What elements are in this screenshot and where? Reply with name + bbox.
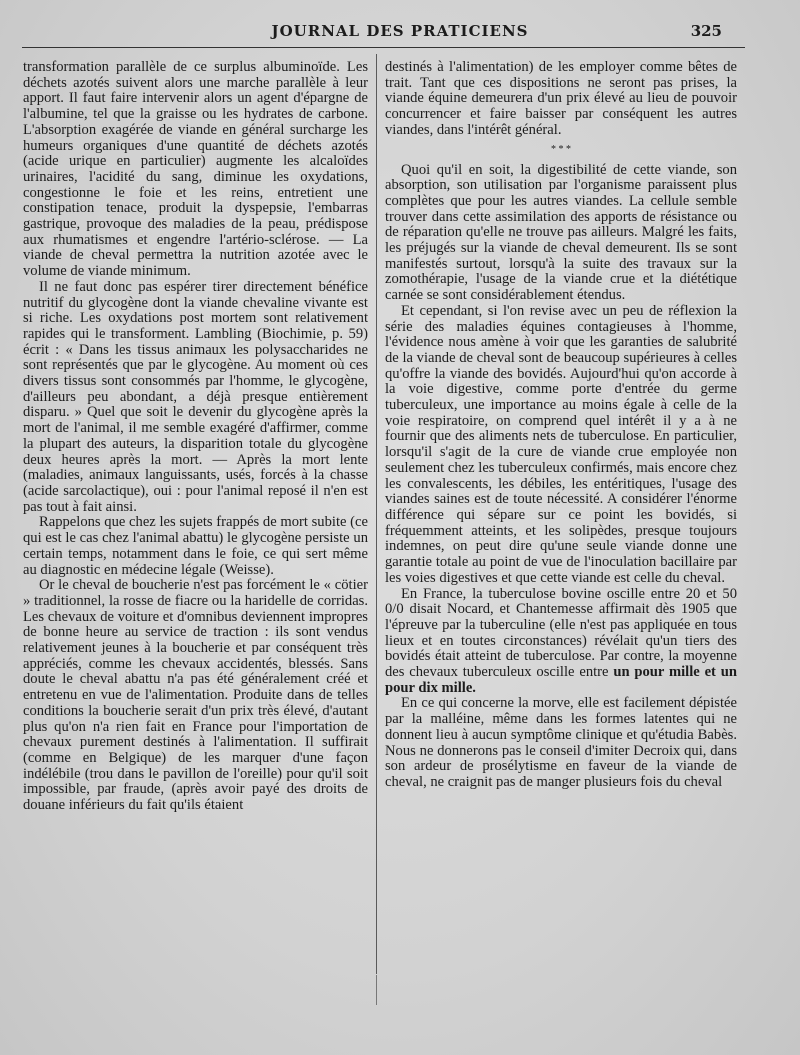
paragraph: Il ne faut donc pas espérer tirer directement bénéfice nutritif du glycogène dont la viande chevaline vivante est si riche. Les oxydations post mortem sont relativement rapides qui le transforment. Lambling (Biochimie, p. 59) écrit : « Dans les tissus animaux les polysaccharides ne sont représentés que par le glycogène. Au moment où ces divers tissus sont consommés par l'homme, le glycogène, d'ailleurs peu abondant, a déjà presque entièrement disparu. » Quel que soit le devenir du glycogène après la mort de l'animal, il me semble exagéré d'affirmer, comme la plupart des auteurs, la disparition totale du glycogène deux heures après la mort. — Après la mort lente (maladies, animaux languissants, usés, forcés à la chasse (acide sarcolactique), oui : pour l'animal reposé il n'en est pas tout à fait ainsi. [23, 278, 368, 515]
bottom-divider-mark [376, 975, 377, 1005]
paragraph: destinés à l'alimentation) de les employer comme bêtes de trait. Tant que ces dispositions ne seront pas prises, la viande équine demeurera d'un prix élevé au lieu de pouvoir concurrencer et faire baisser par conséquent les autres viandes, dans l'intérêt général. [385, 59, 737, 138]
paragraph: Or le cheval de boucherie n'est pas forcément le « cötier » traditionnel, la rosse de fiacre ou la haridelle de corridas. Les chevaux de voiture et d'omnibus deviennent impropres de bonne heure au service de traction : ils sont vendus relativement jeunes à la boucherie et par conséquent très appréciés, comme les chevaux accidentés, blessés. Sans doute le cheval abattu n'a pas été généralement créé et entretenu en vue de l'alimentation. Produite dans de telles conditions la boucherie serait d'un prix très élevé, d'autant plus qu'on n'a rien fait en France pour l'importation de chevaux purement destinés à l'alimentation. Il suffirait (comme en Belgique) de les marquer d'une façon indélébile (trou dans le pavillon de l'oreille) pour qu'il soit impossible, par fraude, (après avoir payé des droits de douane inférieurs du fait qu'ils étaient [23, 577, 368, 814]
left-column [23, 60, 368, 814]
paragraph [385, 587, 737, 697]
page-number: 325 [690, 22, 722, 40]
paragraph: Rappelons que chez les sujets frappés de mort subite (ce qui est le cas chez l'animal abattu) le glycogène persiste un certain temps, notamment dans le foie, ce qui sert même au diagnostic en médecine légale (Weisse). [23, 514, 368, 578]
paragraph-text: En France, la tuberculose bovine oscille entre 20 et 50 0/0 disait Nocard, et Chantemesse affirmait dès 1905 que l'épreuve par la tuberculine (elle n'est pas appliquée en tous lieux et en toutes circonstances) révélait qu'un tiers des bovidés était atteint de tuberculose. Par contre, la moyenne des chevaux tuberculeux oscille entre [385, 585, 737, 681]
journal-title: JOURNAL DES PRATICIENS [271, 22, 529, 40]
right-column [385, 60, 737, 791]
section-break-asterism: * * * [551, 143, 571, 155]
bold-emphasis: un pour mille et un pour dix mille. [385, 664, 737, 696]
running-header [0, 22, 800, 44]
paragraph: Quoi qu'il en soit, la digestibilité de cette viande, son absorption, son utilisation par l'organisme paraissent plus complètes que pour les autres viandes. La cellule semble trouver dans cette assimilation des apports de résistance ou de réparation qu'elle ne trouve pas ailleurs. Malgré les faits, les préjugés sur la viande de cheval demeurent. Ils se sont manifestés surtout, lorsqu'à la suite des travaux sur la zomothérapie, l'usage de la viande crue et la diététique carnée se sont considérablement étendus. [385, 161, 737, 304]
column-divider [376, 54, 377, 974]
header-rule [22, 47, 745, 48]
paragraph: transformation parallèle de ce surplus albuminoïde. Les déchets azotés suivent alors une marche parallèle à leur apport. Il faut faire intervenir alors un agent d'épargne de l'albumine, tel que la graisse ou les hydrates de carbone. L'absorption exagérée de viande en général surcharge les humeurs organiques d'une quantité de déchets azotés (acide urique en particulier) augmente les alcaloïdes urinaires, l'acidité du sang, diminue les oxydations, congestionne le foie et les reins, entretient une constipation tenace, produit la dyspepsie, l'embarras gastrique, provoque des maladies de la peau, prédispose aux rhumatismes et engendre l'artério-sclérose. — La viande de cheval permettra la nutrition azotée avec le volume de viande minimum. [23, 59, 368, 280]
paragraph: En ce qui concerne la morve, elle est facilement dépistée par la malléine, même dans les formes latentes qui ne donnent lieu à aucun symptôme clinique et qu'étudia Babès. Nous ne donnerons pas le conseil d'imiter Decroix qui, dans son ardeur de prosélytisme en faveur de la viande de cheval, ne craignit pas de manger plusieurs fois du cheval [385, 695, 737, 790]
paragraph: Et cependant, si l'on revise avec un peu de réflexion la série des maladies équines contagieuses à l'homme, l'évidence nous amène à voir que les garanties de salubrité de la viande de cheval sont de beaucoup supérieures à celles qu'offre la viande des bovidés. Aujourd'hui qu'on accorde à la voie digestive, comme porte d'entrée du germe tuberculeux, une importance au moins égale à celle de la voie respiratoire, on comprend quel intérêt il y a à ne fournir que des aliments nets de tuberculose. En particulier, lorsqu'il s'agit de la cure de viande crue employée non seulement chez les tuberculeux confirmés, mais encore chez les convalescents, les débiles, les entéritiques, l'usage des viandes saines est de toute nécessité. A considérer l'énorme différence qui sépare sur ce point les bovidés, si fréquemment atteints, et les solipèdes, presque toujours indemnes, on peut dire qu'une seule viande donne une garantie totale au point de vue de l'inoculation bacillaire par les voies digestives et que cette viande est celle du cheval. [385, 302, 737, 586]
